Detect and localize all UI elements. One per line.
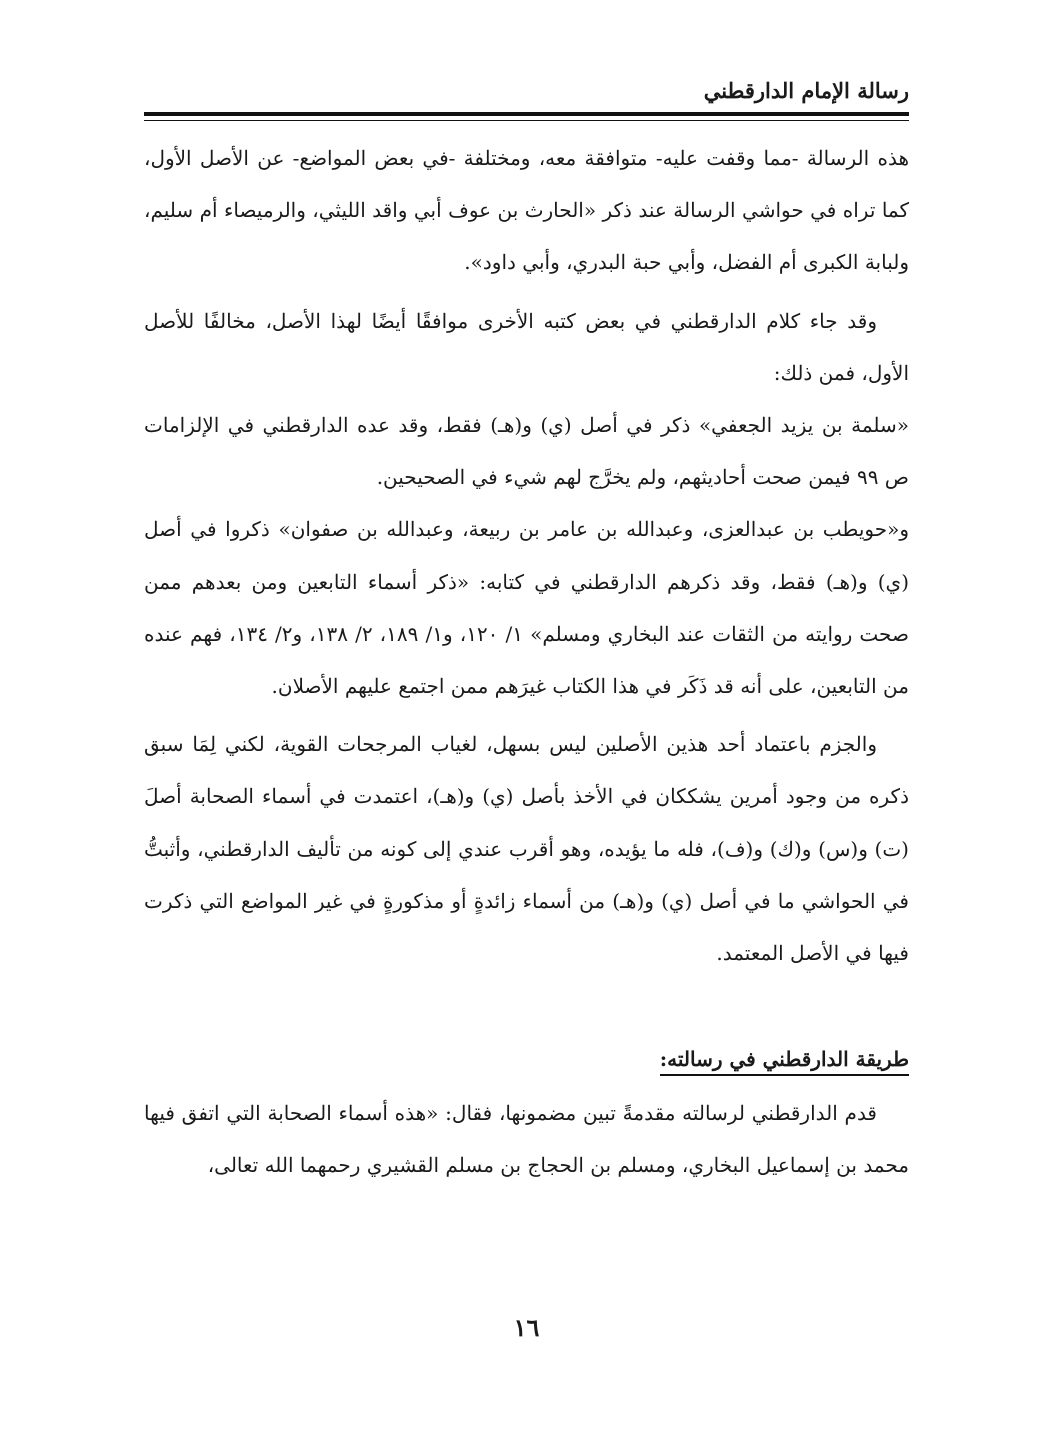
section-paragraph: قدم الدارقطني لرسالته مقدمةً تبين مضمونها، فقال: «هذه أسماء الصحابة التي اتفق فيها محمد بن إسماعيل البخاري، ومسلم بن الحجاج بن مسلم القشيري رحمهما الله تعالى،: [144, 1101, 909, 1178]
page-number: ١٦: [513, 1313, 540, 1342]
body-text: [144, 132, 909, 1192]
paragraph-4: و«حويطب بن عبدالعزى، وعبدالله بن عامر بن ربيعة، وعبدالله بن صفوان» ذكروا في أصل (ي) و(هـ) فقط، وقد ذكرهم الدارقطني في كتابه: «ذكر أسماء التابعين ومن بعدهم ممن صحت روايته من الثقات عند البخاري ومسلم» ١/ ١٢٠، و١/ ١٨٩، ٢/ ١٣٨، و٢/ ١٣٤، فهم عنده من التابعين، على أنه قد ذَكَر في هذا الكتاب غيرَهم ممن اجتمع عليهم الأصلان.: [144, 517, 909, 699]
paragraph-3: «سلمة بن يزيد الجعفي» ذكر في أصل (ي) و(هـ) فقط، وقد عده الدارقطني في الإلزامات ص ٩٩ فيمن صحت أحاديثهم، ولم يخرَّج لهم شيء في الصحيحين.: [144, 413, 909, 490]
header-rule-thin: [144, 120, 909, 121]
paragraph-5: والجزم باعتماد أحد هذين الأصلين ليس بسهل، لغياب المرجحات القوية، لكني لِمَا سبق ذكره من وجود أمرين يشككان في الأخذ بأصل (ي) و(هـ)، اعتمدت في أسماء الصحابة أصلَ (ت) و(س) و(ك) و(ف)، فله ما يؤيده، وهو أقرب عندي إلى كونه من تأليف الدارقطني، وأثبتُّ في الحواشي ما في أصل (ي) و(هـ) من أسماء زائدةٍ أو مذكورةٍ في غير المواضع التي ذكرت فيها في الأصل المعتمد.: [144, 732, 909, 966]
paragraph-1: هذه الرسالة -مما وقفت عليه- متوافقة معه، ومختلفة -في بعض المواضع- عن الأصل الأول، كما تراه في حواشي الرسالة عند ذكر «الحارث بن عوف أبي واقد الليثي، والرميصاء أم سليم، ولبابة الكبرى أم الفضل، وأبي حبة البدري، وأبي داود».: [144, 146, 909, 275]
running-header-title: رسالة الإمام الدارقطني: [703, 78, 909, 103]
paragraph-2: وقد جاء كلام الدارقطني في بعض كتبه الأخرى موافقًا أيضًا لهذا الأصل، مخالفًا للأصل الأول، فمن ذلك:: [144, 308, 909, 385]
header-rule-thick: [144, 112, 909, 116]
section-heading-text: طريقة الدارقطني في رسالته:: [660, 1047, 909, 1076]
section-heading: [144, 1031, 909, 1087]
